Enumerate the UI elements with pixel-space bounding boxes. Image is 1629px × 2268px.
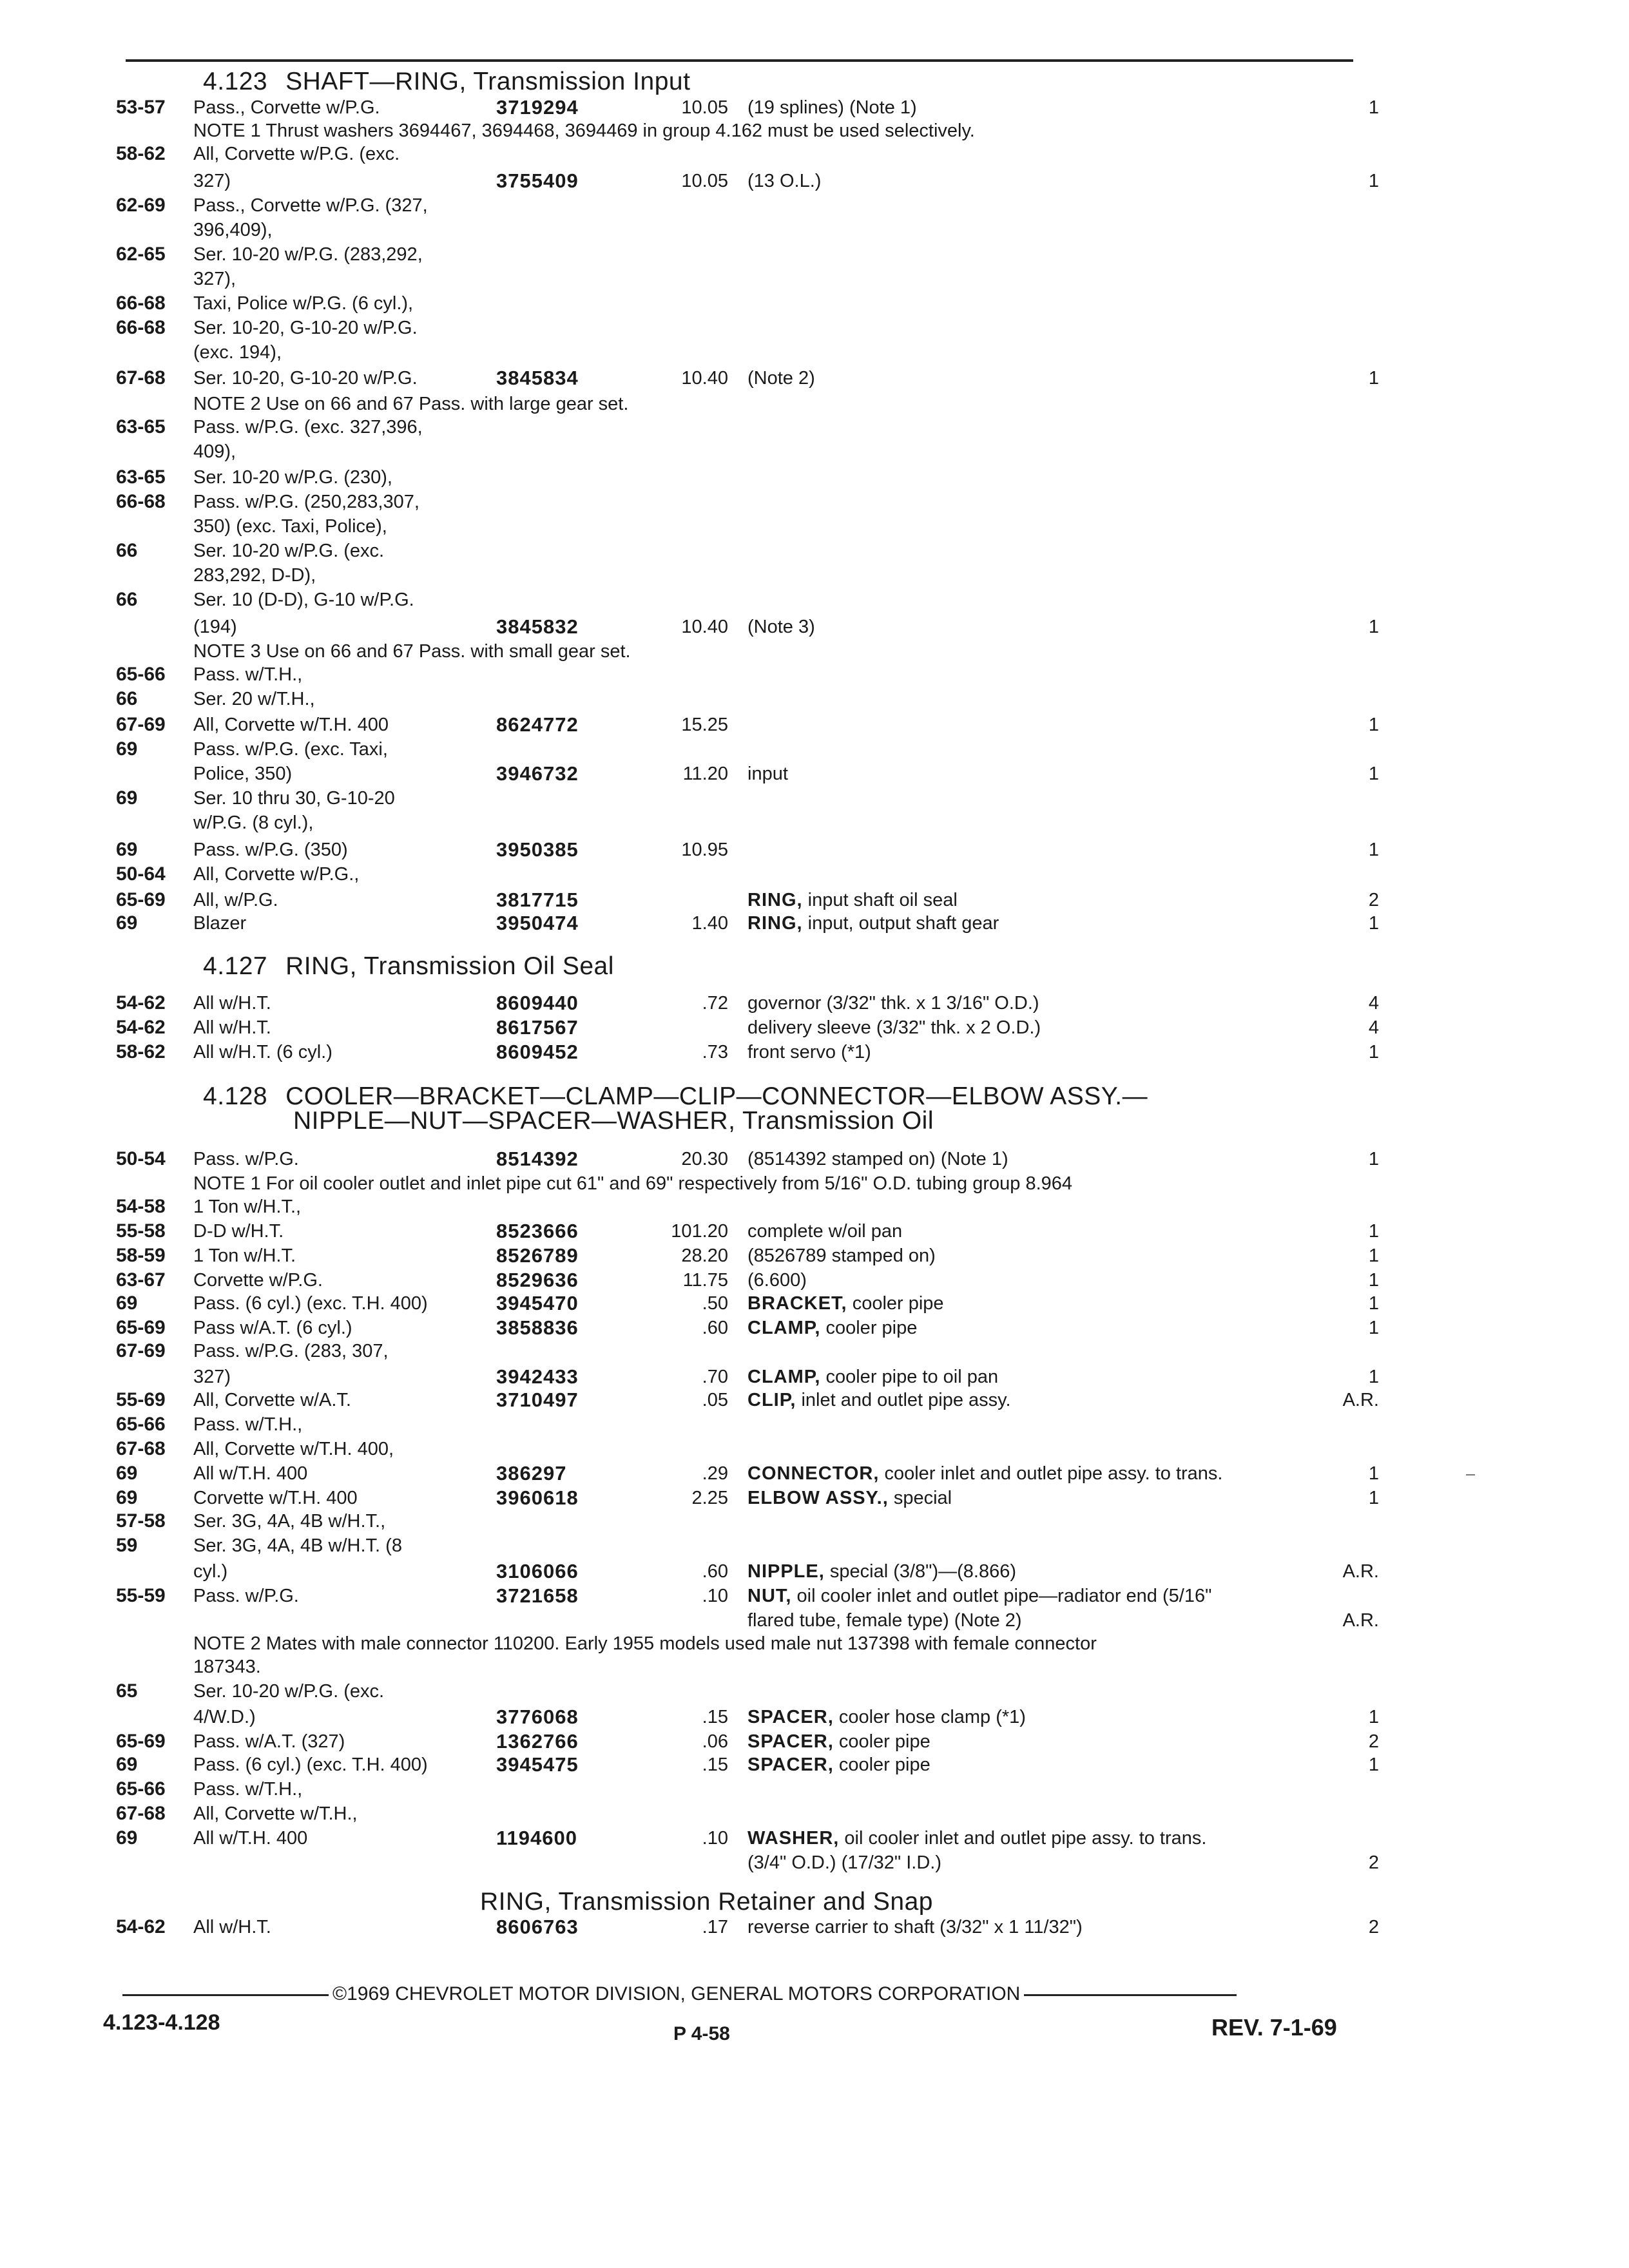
part-number: 1362766 (496, 1730, 579, 1753)
model-years: 54-62 (116, 992, 166, 1014)
part-name: CLAMP, (747, 1367, 821, 1387)
description (747, 1916, 1083, 1938)
part-number: 3946732 (496, 762, 579, 785)
application: All, Corvette w/P.G., (193, 864, 360, 885)
part-name: ELBOW ASSY., (747, 1488, 889, 1508)
application: 283,292, D-D), (193, 565, 316, 586)
price: 15.25 (681, 715, 728, 735)
part-number: 386297 (496, 1462, 567, 1485)
price: 10.95 (681, 840, 728, 860)
model-years: 57-58 (116, 1510, 166, 1532)
model-years: 55-69 (116, 1389, 166, 1410)
quantity: 1 (1368, 1488, 1379, 1508)
price: 1.40 (691, 913, 728, 934)
description-text: input, output shaft gear (807, 913, 999, 934)
description (747, 1610, 1022, 1631)
note-text: NOTE 1 Thrust washers 3694467, 3694468, 3694469 in group 4.162 must be used selectively. (193, 120, 975, 141)
model-years: 66 (116, 540, 138, 561)
description-text: complete w/oil pan (747, 1221, 903, 1242)
model-years: 65 (116, 1680, 138, 1702)
price: 11.75 (682, 1270, 728, 1291)
section-title: RING, Transmission Oil Seal (285, 952, 614, 980)
description-text: input shaft oil seal (807, 890, 958, 910)
quantity: 1 (1368, 1042, 1379, 1062)
part-number: 3755409 (496, 169, 579, 192)
description (747, 1293, 944, 1314)
quantity: 4 (1368, 993, 1379, 1014)
description-text: cooler hose clamp (*1) (838, 1707, 1026, 1727)
part-name: SPACER, (747, 1754, 834, 1775)
part-number: 3845834 (496, 367, 579, 389)
quantity: 1 (1368, 1149, 1379, 1169)
application: Pass. w/T.H., (193, 1779, 303, 1800)
section-number: 4.128 (203, 1082, 268, 1110)
part-number: 3945475 (496, 1753, 579, 1776)
description-text: oil cooler inlet and outlet pipe assy. to trans. (844, 1828, 1207, 1849)
model-years: 69 (116, 738, 138, 760)
description (747, 1561, 1016, 1582)
part-name: SPACER, (747, 1707, 834, 1727)
part-number: 8514392 (496, 1148, 579, 1170)
description (747, 1463, 1222, 1485)
description (747, 1148, 1008, 1170)
model-years: 63-67 (116, 1269, 166, 1291)
price: .60 (702, 1561, 728, 1582)
application: Pass. (6 cyl.) (exc. T.H. 400) (193, 1293, 428, 1314)
quantity: 1 (1368, 1270, 1379, 1291)
quantity: 1 (1368, 1245, 1379, 1266)
application: w/P.G. (8 cyl.), (193, 812, 314, 833)
note-text: NOTE 2 Use on 66 and 67 Pass. with large gear set. (193, 394, 629, 414)
description (747, 1754, 930, 1776)
description-text: (3/4" O.D.) (17/32" I.D.) (747, 1852, 942, 1873)
application: Pass. w/P.G. (350) (193, 840, 348, 860)
part-name: BRACKET, (747, 1293, 847, 1314)
price: 20.30 (681, 1149, 728, 1169)
application: All, w/P.G. (193, 890, 278, 910)
section-number: 4.127 (203, 952, 268, 980)
application: Pass. w/P.G. (exc. 327,396, (193, 417, 423, 437)
application: 327), (193, 269, 236, 289)
application: (exc. 194), (193, 342, 282, 363)
price: 101.20 (671, 1221, 728, 1242)
note-text: NOTE 2 Mates with male connector 110200. Early 1955 models used male nut 137398 with female connector (193, 1633, 1097, 1654)
part-name: WASHER, (747, 1828, 840, 1849)
model-years: 66-68 (116, 317, 166, 338)
note-text: NOTE 3 Use on 66 and 67 Pass. with small gear set. (193, 641, 631, 662)
application: Taxi, Police w/P.G. (6 cyl.), (193, 293, 414, 314)
part-number: 3845832 (496, 615, 579, 638)
quantity: 1 (1368, 1221, 1379, 1242)
description-text: (Note 2) (747, 368, 815, 389)
part-number: 8624772 (496, 713, 579, 736)
quantity: 1 (1368, 617, 1379, 637)
description (747, 1487, 952, 1509)
model-years: 65-69 (116, 1317, 166, 1338)
part-number: 8617567 (496, 1016, 579, 1039)
description-text: flared tube, female type) (Note 2) (747, 1610, 1022, 1631)
margin-mark (1466, 1474, 1475, 1475)
description (747, 1827, 1206, 1849)
model-years: 55-59 (116, 1585, 166, 1606)
note-text: NOTE 1 For oil cooler outlet and inlet pipe cut 61" and 69" respectively from 5/16" O.D. tubing group 8.964 (193, 1173, 1073, 1194)
application: 409), (193, 441, 236, 462)
model-years: 65-66 (116, 1778, 166, 1800)
application: All, Corvette w/T.H. 400 (193, 715, 389, 735)
description-text: (8514392 stamped on) (Note 1) (747, 1149, 1008, 1169)
part-number: 3710497 (496, 1389, 579, 1411)
quantity: A.R. (1342, 1390, 1379, 1410)
model-years: 65-66 (116, 1414, 166, 1435)
application: All, Corvette w/T.H., (193, 1803, 358, 1824)
model-years: 65-66 (116, 664, 166, 685)
application: Pass. (6 cyl.) (exc. T.H. 400) (193, 1754, 428, 1775)
description-text: (8526789 stamped on) (747, 1245, 936, 1266)
model-years: 67-69 (116, 714, 166, 735)
part-number: 3858836 (496, 1316, 579, 1339)
description-text: governor (3/32" thk. x 1 3/16" O.D.) (747, 993, 1039, 1014)
description-text: cooler pipe (825, 1318, 918, 1338)
description (747, 1389, 1011, 1411)
price: .15 (702, 1754, 728, 1775)
section-title-continued: NIPPLE—NUT—SPACER—WASHER, Transmission Oil (293, 1107, 934, 1135)
description (747, 97, 917, 119)
model-years: 50-64 (116, 863, 166, 885)
quantity: 1 (1368, 715, 1379, 735)
part-number: 8529636 (496, 1269, 579, 1291)
description-text: special (893, 1488, 952, 1508)
note-text: 187343. (193, 1657, 261, 1677)
part-number: 3942433 (496, 1365, 579, 1388)
application: 396,409), (193, 220, 273, 240)
model-years: 63-65 (116, 416, 166, 437)
description (747, 1706, 1026, 1728)
description (747, 367, 815, 389)
quantity: 1 (1368, 1318, 1379, 1338)
description-text: cooler pipe (838, 1731, 930, 1752)
price: .73 (702, 1042, 728, 1062)
application: Ser. 10-20 w/P.G. (exc. (193, 541, 385, 561)
model-years: 63-65 (116, 466, 166, 488)
part-number: 8523666 (496, 1220, 579, 1242)
description-text: reverse carrier to shaft (3/32" x 1 11/32") (747, 1917, 1083, 1937)
application: (194) (193, 617, 237, 637)
model-years: 67-68 (116, 1803, 166, 1824)
application: 4/W.D.) (193, 1707, 256, 1727)
model-years: 66 (116, 589, 138, 610)
application: Blazer (193, 913, 247, 934)
model-years: 62-69 (116, 195, 166, 216)
price: .29 (702, 1463, 728, 1484)
model-years: 67-68 (116, 367, 166, 389)
application: Ser. 20 w/T.H., (193, 689, 315, 709)
part-name: CLAMP, (747, 1318, 821, 1338)
description (747, 1245, 936, 1267)
part-number: 1194600 (496, 1827, 577, 1849)
description (747, 1731, 930, 1753)
application: All w/H.T. (193, 993, 271, 1014)
part-number: 3721658 (496, 1584, 579, 1607)
description-text: input (747, 764, 788, 784)
model-years: 69 (116, 912, 138, 934)
section-heading (480, 1888, 933, 1916)
description-text: delivery sleeve (3/32" thk. x 2 O.D.) (747, 1017, 1041, 1038)
application: Pass. w/A.T. (327) (193, 1731, 345, 1752)
model-years: 55-58 (116, 1220, 166, 1242)
part-number: 3817715 (496, 889, 579, 911)
description (747, 1585, 1211, 1607)
part-name: NUT, (747, 1586, 792, 1606)
application: 350) (exc. Taxi, Police), (193, 516, 387, 537)
application: 1 Ton w/H.T. (193, 1245, 296, 1266)
price: 10.40 (681, 368, 728, 389)
quantity: 2 (1368, 1852, 1379, 1873)
description-text: (13 O.L.) (747, 171, 822, 191)
description (747, 1041, 871, 1063)
application: 1 Ton w/H.T., (193, 1196, 302, 1217)
application: Corvette w/P.G. (193, 1270, 323, 1291)
quantity: A.R. (1342, 1610, 1379, 1631)
application: Pass. w/P.G. (exc. Taxi, (193, 739, 388, 760)
description (747, 763, 788, 785)
application: Pass. w/P.G. (193, 1586, 299, 1606)
application: Ser. 10 (D-D), G-10 w/P.G. (193, 590, 414, 610)
top-rule (126, 59, 1353, 62)
model-years: 67-68 (116, 1438, 166, 1459)
application: Pass. w/P.G. (193, 1149, 299, 1169)
price: .10 (702, 1828, 728, 1849)
price: .15 (702, 1707, 728, 1727)
application: All w/T.H. 400 (193, 1828, 308, 1849)
quantity: 4 (1368, 1017, 1379, 1038)
description (747, 1317, 917, 1339)
part-number: 8609440 (496, 992, 579, 1014)
application: Pass., Corvette w/P.G. (327, (193, 195, 428, 216)
price: .05 (702, 1390, 728, 1410)
application: Ser. 10-20 w/P.G. (exc. (193, 1681, 385, 1702)
part-number: 3776068 (496, 1706, 579, 1728)
quantity: 1 (1368, 913, 1379, 934)
description-text: cooler pipe to oil pan (825, 1367, 999, 1387)
footer-rule-left (122, 1994, 329, 1996)
quantity: 1 (1368, 1367, 1379, 1387)
model-years: 53-57 (116, 97, 166, 118)
section-title: RING, Transmission Retainer and Snap (480, 1888, 933, 1916)
quantity: 1 (1368, 1463, 1379, 1484)
part-number: 8526789 (496, 1244, 579, 1267)
price: 10.05 (681, 171, 728, 191)
quantity: 2 (1368, 1731, 1379, 1752)
application: D-D w/H.T. (193, 1221, 284, 1242)
application: Pass. w/T.H., (193, 1414, 303, 1435)
footer-page-number: P 4-58 (673, 2023, 730, 2044)
part-number: 3950474 (496, 912, 579, 934)
description-text: cooler pipe (838, 1754, 930, 1775)
description (747, 1366, 998, 1388)
model-years: 69 (116, 1487, 138, 1508)
quantity: 1 (1368, 1707, 1379, 1727)
application: Pass. w/T.H., (193, 664, 303, 685)
quantity: 1 (1368, 97, 1379, 118)
application: All w/H.T. (193, 1917, 271, 1937)
application: 327) (193, 1367, 231, 1387)
price: 10.05 (681, 97, 728, 118)
footer-copyright (122, 1983, 1237, 2005)
application: All w/H.T. (6 cyl.) (193, 1042, 333, 1062)
model-years: 69 (116, 787, 138, 809)
description (747, 1220, 902, 1242)
part-number: 3106066 (496, 1560, 579, 1582)
part-number: 3945470 (496, 1292, 579, 1314)
part-name: RING, (747, 890, 803, 910)
quantity: A.R. (1342, 1561, 1379, 1582)
model-years: 54-58 (116, 1196, 166, 1217)
description-text: (19 splines) (Note 1) (747, 97, 917, 118)
footer-rule-right (1024, 1994, 1237, 1996)
model-years: 65-69 (116, 889, 166, 910)
model-years: 50-54 (116, 1148, 166, 1169)
model-years: 66-68 (116, 293, 166, 314)
price: .06 (702, 1731, 728, 1752)
model-years: 62-65 (116, 244, 166, 265)
application: Ser. 3G, 4A, 4B w/H.T. (8 (193, 1535, 402, 1556)
footer-revision: REV. 7-1-69 (1211, 2014, 1337, 2041)
description (747, 992, 1039, 1014)
application: Ser. 10-20 w/P.G. (230), (193, 467, 392, 488)
application: All w/T.H. 400 (193, 1463, 308, 1484)
description (747, 912, 999, 934)
model-years: 54-62 (116, 1017, 166, 1038)
description-text: cooler inlet and outlet pipe assy. to trans. (884, 1463, 1223, 1484)
description (747, 1269, 807, 1291)
section-number: 4.123 (203, 68, 268, 95)
application: Pass. w/P.G. (250,283,307, (193, 492, 419, 512)
description (747, 1017, 1041, 1039)
application: Ser. 10 thru 30, G-10-20 (193, 788, 395, 809)
price: .10 (702, 1586, 728, 1606)
model-years: 69 (116, 1754, 138, 1775)
price: .17 (702, 1917, 728, 1937)
description-text: special (3/8")—(8.866) (829, 1561, 1017, 1582)
description (747, 616, 815, 638)
quantity: 1 (1368, 764, 1379, 784)
price: .60 (702, 1318, 728, 1338)
application: All, Corvette w/P.G. (exc. (193, 144, 400, 164)
price: 11.20 (682, 764, 728, 784)
footer-copyright-text: ©1969 CHEVROLET MOTOR DIVISION, GENERAL MOTORS CORPORATION (333, 1983, 1021, 2004)
quantity: 1 (1368, 171, 1379, 191)
application: Ser. 10-20, G-10-20 w/P.G. (193, 318, 418, 338)
price: 28.20 (681, 1245, 728, 1266)
model-years: 58-59 (116, 1245, 166, 1266)
part-number: 8606763 (496, 1916, 579, 1938)
application: cyl.) (193, 1561, 228, 1582)
section-heading (203, 68, 690, 96)
application: All, Corvette w/A.T. (193, 1390, 351, 1410)
part-number: 3950385 (496, 838, 579, 861)
application: Pass. w/P.G. (283, 307, (193, 1341, 389, 1361)
model-years: 59 (116, 1535, 138, 1556)
price: .50 (702, 1293, 728, 1314)
description-text: cooler pipe (852, 1293, 944, 1314)
quantity: 2 (1368, 1917, 1379, 1937)
part-name: CONNECTOR, (747, 1463, 880, 1484)
price: .70 (702, 1367, 728, 1387)
model-years: 66-68 (116, 491, 166, 512)
model-years: 65-69 (116, 1731, 166, 1752)
application: Ser. 10-20, G-10-20 w/P.G. (193, 368, 418, 389)
price: .72 (702, 993, 728, 1014)
footer-section-range: 4.123-4.128 (103, 2010, 220, 2035)
model-years: 58-62 (116, 1041, 166, 1062)
application: Pass w/A.T. (6 cyl.) (193, 1318, 352, 1338)
part-number: 8609452 (496, 1041, 579, 1063)
model-years: 67-69 (116, 1340, 166, 1361)
application: All w/H.T. (193, 1017, 271, 1038)
application: Corvette w/T.H. 400 (193, 1488, 358, 1508)
quantity: 1 (1368, 840, 1379, 860)
section-title: SHAFT—RING, Transmission Input (285, 68, 691, 95)
part-name: NIPPLE, (747, 1561, 825, 1582)
application: 327) (193, 171, 231, 191)
description (747, 1852, 941, 1874)
quantity: 2 (1368, 890, 1379, 910)
part-name: SPACER, (747, 1731, 834, 1752)
quantity: 1 (1368, 368, 1379, 389)
description-text: (6.600) (747, 1270, 807, 1291)
part-name: RING, (747, 913, 803, 934)
description-text: front servo (*1) (747, 1042, 871, 1062)
model-years: 69 (116, 839, 138, 860)
part-number: 3719294 (496, 96, 579, 119)
description-text: inlet and outlet pipe assy. (801, 1390, 1011, 1410)
application: Pass., Corvette w/P.G. (193, 97, 380, 118)
model-years: 69 (116, 1293, 138, 1314)
section-title: COOLER—BRACKET—CLAMP—CLIP—CONNECTOR—ELBOW ASSY.— (285, 1082, 1148, 1110)
description-text: oil cooler inlet and outlet pipe—radiator end (5/16" (796, 1586, 1212, 1606)
model-years: 66 (116, 688, 138, 709)
application: Ser. 10-20 w/P.G. (283,292, (193, 244, 423, 265)
price: 2.25 (691, 1488, 728, 1508)
application: All, Corvette w/T.H. 400, (193, 1439, 394, 1459)
quantity: 1 (1368, 1293, 1379, 1314)
description (747, 170, 821, 192)
description-text: (Note 3) (747, 617, 815, 637)
application: Police, 350) (193, 764, 293, 784)
model-years: 69 (116, 1463, 138, 1484)
model-years: 58-62 (116, 143, 166, 164)
model-years: 69 (116, 1827, 138, 1849)
description (747, 889, 958, 911)
model-years: 54-62 (116, 1916, 166, 1937)
price: 10.40 (681, 617, 728, 637)
part-name: CLIP, (747, 1390, 796, 1410)
application: Ser. 3G, 4A, 4B w/H.T., (193, 1511, 386, 1532)
section-heading (203, 952, 614, 981)
part-number: 3960618 (496, 1486, 579, 1509)
quantity: 1 (1368, 1754, 1379, 1775)
